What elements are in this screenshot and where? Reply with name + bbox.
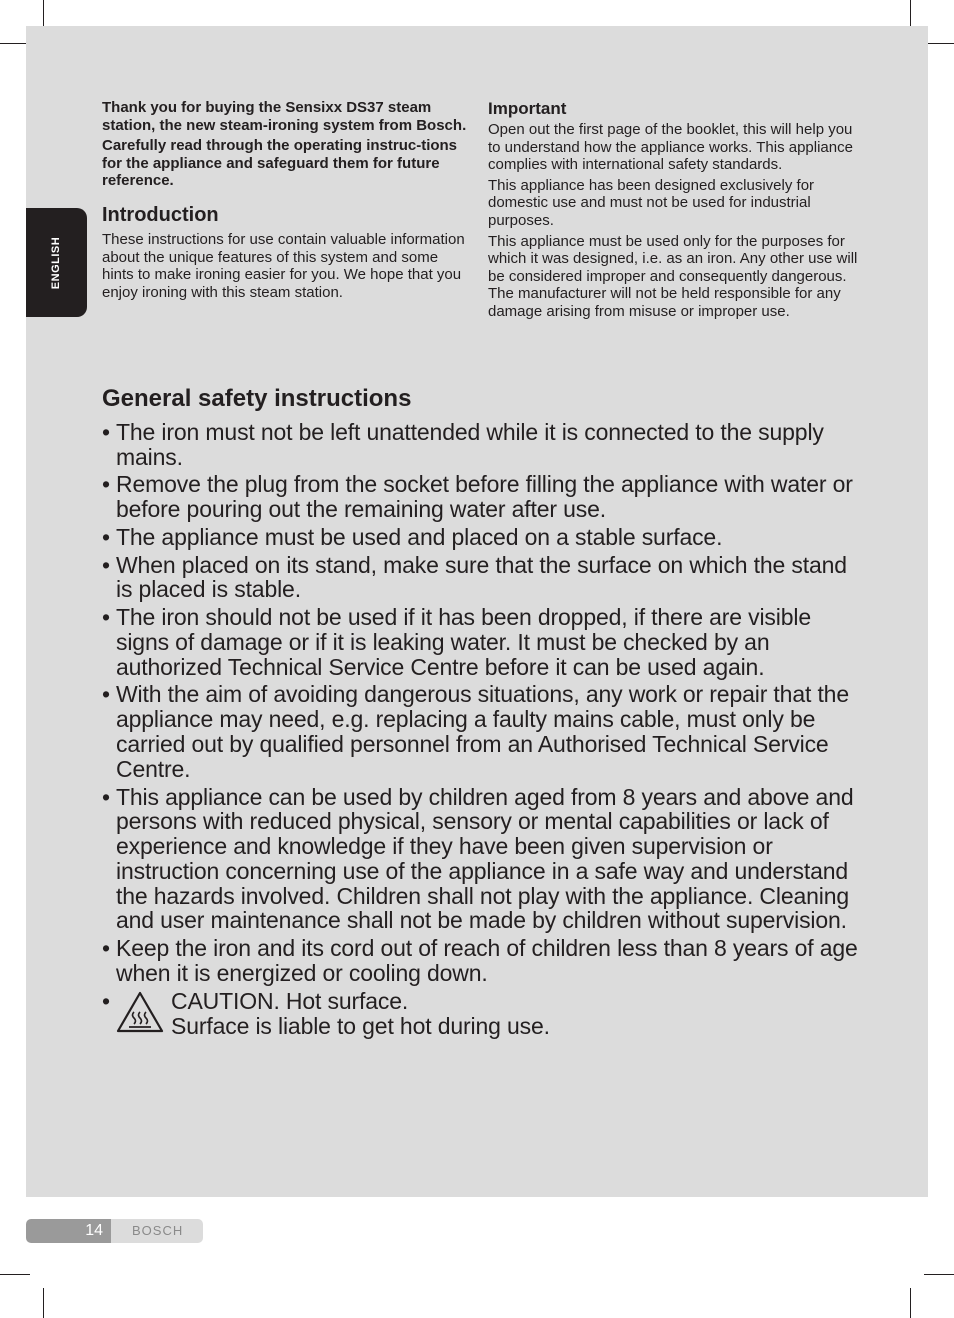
- important-heading: Important: [488, 99, 567, 118]
- intro-left-column: [102, 99, 472, 304]
- bullet: •: [102, 604, 110, 631]
- list-item: • Keep the iron and its cord out of reach of children less than 8 years of age when it is energized or cooling down.: [102, 935, 858, 986]
- bullet: •: [102, 471, 110, 498]
- safety-heading: General safety instructions: [102, 385, 412, 412]
- important-paragraph-3: This appliance must be used only for the purposes for which it was designed, i.e. as an iron. Any other use will be considered improper and consequently dangerous. The manufacturer will not be held responsible for any damage arising from misuse or improper use.: [488, 232, 858, 320]
- brand-box: [111, 1219, 203, 1243]
- hot-surface-warning-icon: [116, 991, 164, 1033]
- crop-mark: [0, 1274, 30, 1275]
- crop-mark: [43, 1288, 44, 1318]
- list-item: • The iron should not be used if it has been dropped, if there are visible signs of damage or if it is leaking water. It must be checked by an authorized Technical Service Centre before it can be used again.: [102, 604, 811, 680]
- safety-section: [102, 383, 862, 1044]
- bullet: •: [102, 935, 110, 962]
- bullet: •: [102, 783, 110, 810]
- caution-line-1: CAUTION. Hot surface.: [171, 987, 409, 1014]
- list-item: • Remove the plug from the socket before filling the appliance with water or before pouring out the remaining water after use.: [102, 471, 853, 523]
- language-tab-label: ENGLISH: [50, 236, 62, 290]
- crop-mark: [910, 1288, 911, 1318]
- intro-right-column: [488, 99, 860, 324]
- bullet: •: [102, 551, 110, 578]
- list-item: • The appliance must be used and placed on a stable surface.: [102, 523, 723, 550]
- list-item: • The iron must not be left unattended while it is connected to the supply mains.: [102, 419, 824, 470]
- bullet: •: [102, 523, 110, 550]
- important-paragraph-1: Open out the first page of the booklet, this will help you to understand how the appliance works. This appliance complies with international safety standards.: [488, 121, 853, 174]
- safety-list: [102, 420, 862, 1041]
- introduction-heading: Introduction: [102, 203, 219, 226]
- bullet: •: [102, 419, 110, 445]
- brand-name: BOSCH: [132, 1223, 184, 1238]
- bullet: •: [102, 987, 110, 1014]
- list-item: • This appliance can be used by children aged from 8 years and above and persons with reduced physical, sensory or mental capabilities or lack of experience and knowledge if they have been given supervision or instruction concerning use of the appliance in a safe way and understand the hazards involved. Children shall not play with the appliance. Cleaning and user maintenance shall not be made by children without supervision.: [102, 783, 854, 934]
- thank-you-paragraph: Thank you for buying the Sensixx DS37 steam station, the new steam-ironing system from Bosch.: [102, 99, 467, 134]
- crop-mark: [924, 43, 954, 44]
- list-item: • With the aim of avoiding dangerous situations, any work or repair that the appliance may need, e.g. replacing a faulty mains cable, must only be carried out by qualified personnel from an Authorised Technical Service Centre.: [102, 681, 849, 782]
- caution-item: [102, 989, 862, 1041]
- read-instructions-paragraph: Carefully read through the operating instruc-tions for the appliance and safeguard them for future reference.: [102, 137, 458, 190]
- important-paragraph-2: This appliance has been designed exclusively for domestic use and must not be used for industrial purposes.: [488, 176, 815, 229]
- list-item: • When placed on its stand, make sure that the surface on which the stand is placed is stable.: [102, 551, 847, 603]
- caution-text: [171, 989, 771, 1039]
- crop-mark: [924, 1274, 954, 1275]
- page-number: 14: [85, 1222, 103, 1239]
- introduction-text: These instructions for use contain valuable information about the unique features of this system and some hints to make ironing easier for you. We hope that you enjoy ironing with this steam station.: [102, 230, 465, 301]
- bullet: •: [102, 681, 110, 708]
- language-tab: [26, 208, 87, 317]
- page-number-box: [26, 1219, 111, 1243]
- caution-line-2: Surface is liable to get hot during use.: [171, 1012, 550, 1039]
